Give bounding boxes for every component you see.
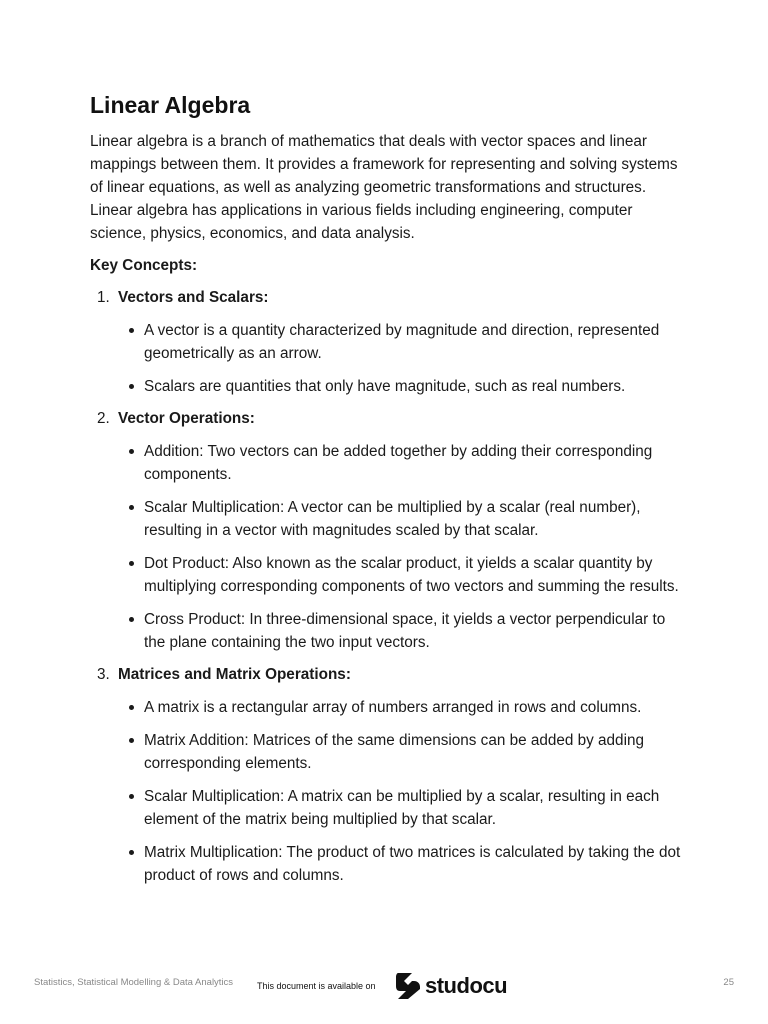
list-item [144, 319, 682, 365]
key-concepts-heading: Key Concepts: [90, 257, 198, 274]
bullet-text: Addition: Two vectors can be added together by adding their corresponding components. [144, 443, 653, 483]
page-number: 25 [723, 977, 734, 988]
section-number: 3. [97, 666, 110, 683]
bullet-icon [129, 850, 134, 855]
footer [0, 975, 768, 999]
bullet-icon [129, 561, 134, 566]
concept-section [90, 407, 682, 654]
bullet-text: Scalar Multiplication: A matrix can be multiplied by a scalar, resulting in each element of the matrix being multiplied by that scalar. [144, 788, 660, 828]
bullet-icon [129, 705, 134, 710]
concept-section [90, 286, 682, 398]
section-number: 1. [97, 289, 110, 306]
section-number: 2. [97, 410, 110, 427]
intro-paragraph: Linear algebra is a branch of mathematics that deals with vector spaces and linear mappings between them. It provides a framework for representing and solving systems of linear equations, as well as analyzing geometric transformations and structures. Linear algebra has applications in various fields including engineering, computer science, physics, economics, and data analysis. [90, 133, 678, 242]
list-item [144, 496, 682, 542]
bullet-text: Scalar Multiplication: A vector can be multiplied by a scalar (real number), resulting in a vector with magnitudes scaled by that scalar. [144, 499, 641, 539]
studocu-logo[interactable] [394, 971, 507, 1001]
bullet-text: A matrix is a rectangular array of numbers arranged in rows and columns. [144, 699, 642, 716]
footer-course-title: Statistics, Statistical Modelling & Data Analytics [34, 977, 234, 988]
list-item [144, 841, 682, 887]
bullet-text: Matrix Addition: Matrices of the same dimensions can be added by adding corresponding elements. [144, 732, 644, 772]
list-item [144, 552, 682, 598]
list-item [144, 696, 682, 719]
list-item [144, 729, 682, 775]
bullet-text: Scalars are quantities that only have magnitude, such as real numbers. [144, 378, 626, 395]
bullet-list [90, 319, 682, 398]
bullet-text: Cross Product: In three-dimensional space, it yields a vector perpendicular to the plane containing the two input vectors. [144, 611, 666, 651]
list-item [144, 608, 682, 654]
section-heading: Matrices and Matrix Operations: [118, 666, 351, 683]
concept-section [90, 663, 682, 887]
page-title: Linear Algebra [90, 92, 251, 118]
footer-availability-text: This document is available on [257, 981, 376, 991]
bullet-text: A vector is a quantity characterized by magnitude and direction, represented geometrically as an arrow. [144, 322, 660, 362]
list-item [144, 785, 682, 831]
bullet-icon [129, 617, 134, 622]
bullet-icon [129, 384, 134, 389]
bullet-icon [129, 449, 134, 454]
bullet-icon [129, 738, 134, 743]
studocu-brand: studocu [425, 973, 508, 998]
bullet-text: Matrix Multiplication: The product of two matrices is calculated by taking the dot product of rows and columns. [144, 844, 681, 884]
section-heading: Vectors and Scalars: [118, 289, 269, 306]
document-body [90, 90, 682, 887]
list-item [144, 375, 682, 398]
list-item [144, 440, 682, 486]
bullet-icon [129, 794, 134, 799]
bullet-icon [129, 505, 134, 510]
concept-list [90, 286, 682, 887]
bullet-list [90, 440, 682, 654]
bullet-list [90, 696, 682, 887]
studocu-logo-icon [394, 971, 422, 1001]
section-heading: Vector Operations: [118, 410, 255, 427]
bullet-icon [129, 328, 134, 333]
bullet-text: Dot Product: Also known as the scalar product, it yields a scalar quantity by multiplying corresponding components of two vectors and summing the results. [144, 555, 679, 595]
